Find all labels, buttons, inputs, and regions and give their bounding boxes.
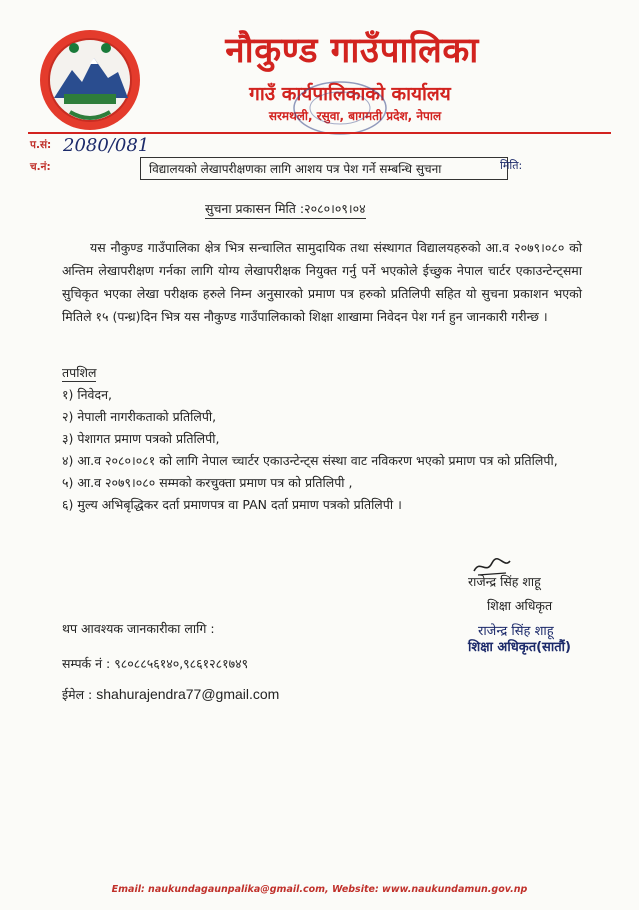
signer-title: शिक्षा अधिकृत [487,598,553,613]
office-name: गाउँ कार्यपालिकाको कार्यालय [249,83,451,105]
organization-name: नौकुण्ड गाउँपालिका [225,31,479,71]
list-item: ३) पेशागत प्रमाण पत्रको प्रतिलिपी, [62,431,220,446]
stamp-title: शिक्षा अधिकृत(सातौं) [468,640,571,655]
signer-name: राजेन्द्र सिंह शाहू [468,574,541,589]
subject-box: विद्यालयको लेखापरीक्षणका लागि आशय पत्र पेश गर्ने सम्बन्धि सुचना [140,157,508,180]
list-item: २) नेपाली नागरीकताको प्रतिलिपी, [62,409,217,424]
list-item: ४) आ.व २०८०।०८१ को लागि नेपाल च्चार्टर एकाउन्टेन्ट्स संस्था वाट नविकरण भएको प्रमाण पत्र को प्रतिलिपी, [62,453,558,468]
header-divider [28,132,611,134]
ch-label: च.नं: [30,161,51,173]
list-item: ५) आ.व २०७९।०८० सम्मको करचुक्ता प्रमाण पत्र को प्रतिलिपी , [62,475,353,490]
body-paragraph: यस नौकुण्ड गाउँपालिका क्षेत्र भित्र सन्चालित सामुदायिक तथा संस्थागत विद्यालयहरुको आ.व २०७९।०८० को अन्तिम लेखापरीक्षण गर्नका लागि योग्य लेखापरीक्षक नियुक्त गर्नु पर्ने भएकोले ईच्छुक नेपाल चार्टर एकाउन्टेन्ट्समा सुचिकृत भएका लेखा परीक्षक हरुले निम्न अनुसारको प्रमाण पत्र हरुको प्रतिलिपी सहित यो सुचना प्रकाशन भएको मितिले १५ (पन्ध्र)दिन भित्र यस नौकुण्ड गाउँपालिकाको शिक्षा शाखामा निवेदन पेश गर्न हुन जानकारी गरीन्छ । [62,240,582,324]
list-item: १) निवेदन, [62,387,113,402]
ref-label: प.सं: [30,139,52,151]
stamp-name: राजेन्द्र सिंह शाहू [478,624,554,639]
contact-label: थप आवश्यक जानकारीका लागि : [62,621,215,636]
ref-value: 2080/081 [63,135,150,156]
footer-contact: Email: naukundagaunpalika@gmail.com, Website: www.naukundamun.gov.np [111,884,528,895]
date-label: मिति: [500,159,523,172]
details-heading: तपशिल [62,365,97,380]
email-label: ईमेल : [62,687,97,702]
office-address: सरमथली, रसुवा, बागमती प्रदेश, नेपाल [268,109,442,123]
nepal-emblem-icon [38,28,142,132]
list-item: ६) मुल्य अभिबृद्धिकर दर्ता प्रमाणपत्र वा PAN दर्ता प्रमाण पत्रको प्रतिलिपी । [62,497,402,512]
email-address: shahurajendra77@gmail.com [96,686,280,702]
notice-publish-date: सुचना प्रकासन मिति :२०८०।०९।०४ [205,200,366,219]
contact-phone: सम्पर्क नं : ९८०८८५६१४०,९८६१२८१७४९ [62,656,249,671]
requirements-list [62,384,582,516]
office-seal-icon [286,78,394,138]
contact-email-line [62,686,279,703]
